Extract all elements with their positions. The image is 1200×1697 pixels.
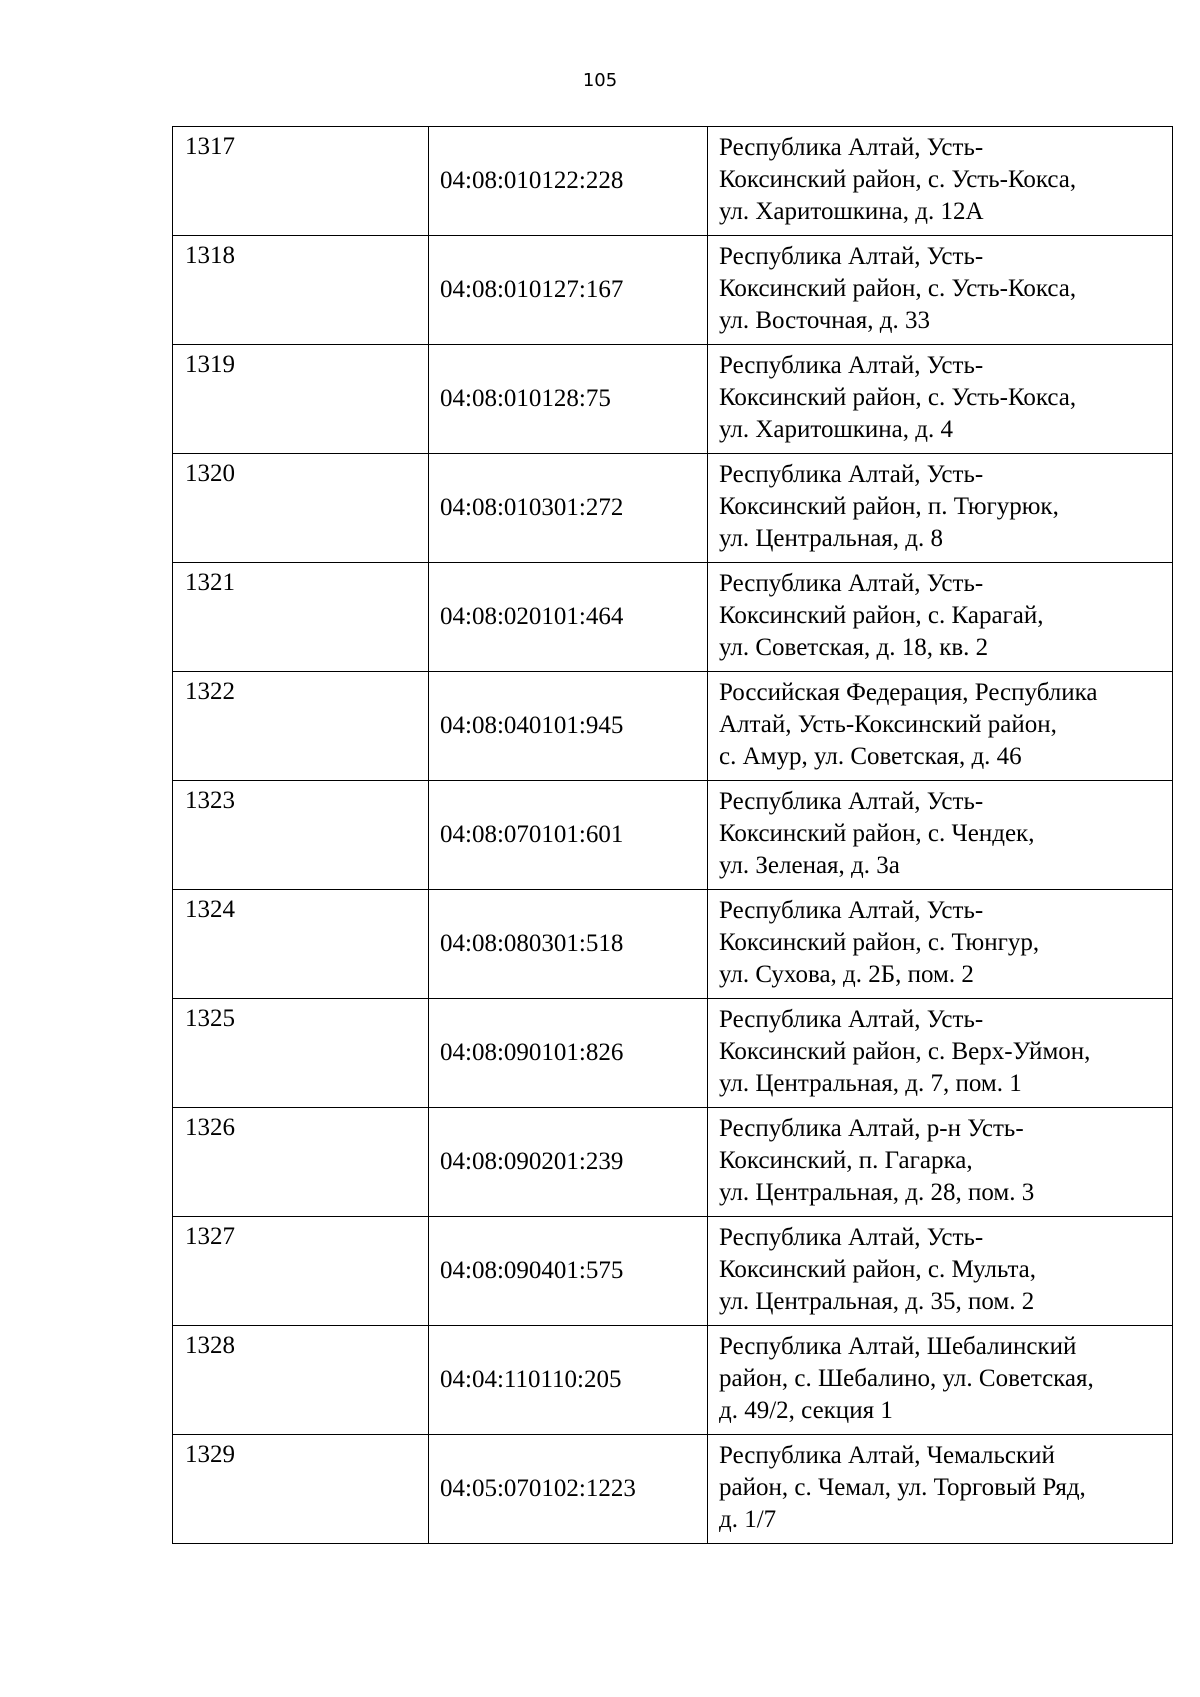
- address-line: Республика Алтай, Усть-: [719, 243, 984, 270]
- row-number-cell: 1327: [173, 1217, 429, 1326]
- address-line: Республика Алтай, Шебалинский: [719, 1333, 1077, 1360]
- address-line: д. 49/2, секция 1: [719, 1397, 893, 1424]
- address-line: Республика Алтай, Усть-: [719, 570, 984, 597]
- row-number-cell: 1319: [173, 345, 429, 454]
- table-row: [173, 672, 1173, 781]
- address-line: ул. Центральная, д. 35, пом. 2: [719, 1288, 1035, 1315]
- address-line: Коксинский район, п. Тюгурюк,: [719, 493, 1059, 520]
- cadastral-number-cell: 04:08:020101:464: [429, 563, 708, 672]
- address-cell: [708, 345, 1173, 454]
- cadastral-number-cell: 04:05:070102:1223: [429, 1435, 708, 1544]
- registry-table: [172, 126, 1173, 1544]
- cadastral-number-cell: 04:08:010122:228: [429, 127, 708, 236]
- address-line: ул. Харитошкина, д. 4: [719, 416, 953, 443]
- address-line: Республика Алтай, Усть-: [719, 897, 984, 924]
- table-row: [173, 781, 1173, 890]
- cadastral-number-cell: 04:08:010128:75: [429, 345, 708, 454]
- address-line: Коксинский район, с. Усть-Кокса,: [719, 166, 1077, 193]
- address-cell: [708, 454, 1173, 563]
- address-line: Коксинский район, с. Верх-Уймон,: [719, 1038, 1091, 1065]
- address-cell: [708, 1217, 1173, 1326]
- cadastral-number-cell: 04:08:040101:945: [429, 672, 708, 781]
- address-cell: [708, 1108, 1173, 1217]
- address-line: Республика Алтай, Чемальский: [719, 1442, 1055, 1469]
- row-number-cell: 1318: [173, 236, 429, 345]
- row-number-cell: 1325: [173, 999, 429, 1108]
- address-line: Коксинский район, с. Усть-Кокса,: [719, 384, 1077, 411]
- table-row: [173, 999, 1173, 1108]
- table-row: [173, 345, 1173, 454]
- address-line: Коксинский район, с. Карагай,: [719, 602, 1044, 629]
- cadastral-number-cell: 04:04:110110:205: [429, 1326, 708, 1435]
- cadastral-number-cell: 04:08:080301:518: [429, 890, 708, 999]
- address-line: ул. Советская, д. 18, кв. 2: [719, 634, 989, 661]
- address-line: Коксинский район, с. Мульта,: [719, 1256, 1037, 1283]
- address-cell: [708, 890, 1173, 999]
- address-line: ул. Центральная, д. 8: [719, 525, 944, 552]
- address-line: д. 1/7: [719, 1506, 777, 1533]
- address-line: Коксинский район, с. Тюнгур,: [719, 929, 1040, 956]
- table-row: [173, 236, 1173, 345]
- address-line: ул. Зеленая, д. 3а: [719, 852, 900, 879]
- address-line: ул. Восточная, д. 33: [719, 307, 930, 334]
- table-row: [173, 1108, 1173, 1217]
- table-row: [173, 1217, 1173, 1326]
- address-cell: [708, 127, 1173, 236]
- address-line: Республика Алтай, Усть-: [719, 788, 984, 815]
- address-line: ул. Центральная, д. 28, пом. 3: [719, 1179, 1035, 1206]
- address-cell: [708, 236, 1173, 345]
- address-line: Коксинский район, с. Усть-Кокса,: [719, 275, 1077, 302]
- address-line: Республика Алтай, Усть-: [719, 461, 984, 488]
- row-number-cell: 1321: [173, 563, 429, 672]
- table-row: [173, 563, 1173, 672]
- row-number-cell: 1320: [173, 454, 429, 563]
- address-cell: [708, 563, 1173, 672]
- row-number-cell: 1326: [173, 1108, 429, 1217]
- address-line: с. Амур, ул. Советская, д. 46: [719, 743, 1022, 770]
- address-line: Республика Алтай, Усть-: [719, 134, 984, 161]
- address-line: Российская Федерация, Республика: [719, 679, 1098, 706]
- address-line: Республика Алтай, Усть-: [719, 1224, 984, 1251]
- cadastral-number-cell: 04:08:010127:167: [429, 236, 708, 345]
- row-number-cell: 1322: [173, 672, 429, 781]
- registry-table-body: [173, 127, 1173, 1544]
- table-row: [173, 454, 1173, 563]
- address-line: Коксинский, п. Гагарка,: [719, 1147, 973, 1174]
- page-number: 105: [582, 70, 618, 91]
- address-line: Коксинский район, с. Чендек,: [719, 820, 1035, 847]
- cadastral-number-cell: 04:08:090101:826: [429, 999, 708, 1108]
- address-line: ул. Харитошкина, д. 12А: [719, 198, 984, 225]
- row-number-cell: 1329: [173, 1435, 429, 1544]
- address-line: Республика Алтай, Усть-: [719, 1006, 984, 1033]
- row-number-cell: 1323: [173, 781, 429, 890]
- address-cell: [708, 781, 1173, 890]
- row-number-cell: 1324: [173, 890, 429, 999]
- address-line: Республика Алтай, р-н Усть-: [719, 1115, 1024, 1142]
- address-cell: [708, 999, 1173, 1108]
- address-cell: [708, 672, 1173, 781]
- address-line: район, с. Шебалино, ул. Советская,: [719, 1365, 1094, 1392]
- address-line: район, с. Чемал, ул. Торговый Ряд,: [719, 1474, 1086, 1501]
- address-cell: [708, 1326, 1173, 1435]
- cadastral-number-cell: 04:08:070101:601: [429, 781, 708, 890]
- address-cell: [708, 1435, 1173, 1544]
- table-row: [173, 1326, 1173, 1435]
- address-line: Алтай, Усть-Коксинский район,: [719, 711, 1057, 738]
- table-row: [173, 127, 1173, 236]
- table-row: [173, 890, 1173, 999]
- row-number-cell: 1317: [173, 127, 429, 236]
- row-number-cell: 1328: [173, 1326, 429, 1435]
- address-line: ул. Сухова, д. 2Б, пом. 2: [719, 961, 974, 988]
- table-row: [173, 1435, 1173, 1544]
- cadastral-number-cell: 04:08:090401:575: [429, 1217, 708, 1326]
- cadastral-number-cell: 04:08:090201:239: [429, 1108, 708, 1217]
- address-line: ул. Центральная, д. 7, пом. 1: [719, 1070, 1022, 1097]
- cadastral-number-cell: 04:08:010301:272: [429, 454, 708, 563]
- address-line: Республика Алтай, Усть-: [719, 352, 984, 379]
